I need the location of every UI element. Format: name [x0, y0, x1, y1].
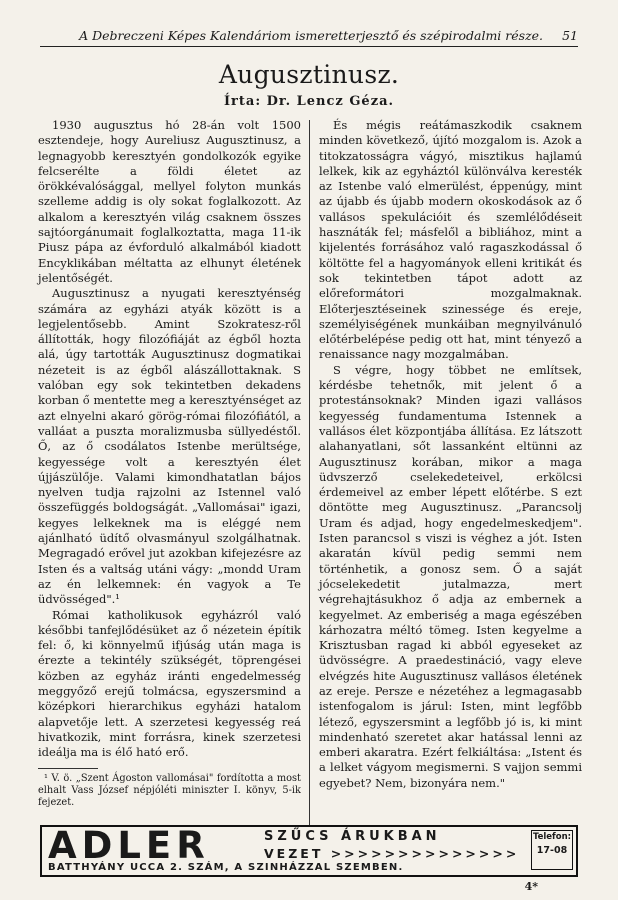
paragraph: Római katholikusok egyházról való későbbi tanfejlődésüket az ő nézetein építik fel: ő, ki könnyelmű ifjúság után maga is érezte a tekintély szükségét, töprengései közben az egyház iránti engedelmesség meggyőző erejű tolmácsa, egyszersmind a középkori hierarchikus egyházi hatalom alapvetője lett. A szerzetesi kegyesség reá hivatkozik, mint forrásra, kinek szerzetesi ideálja ma is élő ható erő. — [38, 607, 301, 760]
advertisement — [40, 825, 578, 877]
header-rule — [40, 46, 578, 47]
paragraph: És mégis reátámaszkodik csaknem minden következő, újító mozgalom is. Azok a titokzatosságra vágyó, misztikus hajlamú lelkek, kik az egyháztól különválva keresték az Istenbe való elmerülést, éppenúgy, mint az újabb és újabb modern okoskodások az ő vallásos spekulációit és szemlélődéseit hasznáták fel; másfelől a bibliához, mint a kijelentés forrásához való ragaszkodással ő költötte fel a hagyományok elleni kritikát és sok tekintetben tápot adott az előreformátori mozgalmaknak. Előterjesztéseinek szinessége és ereje, személyiségének munkáiban megnyilvánuló előtérbelépése pedig ott hat, mint tényező a renaissance nagy mozgalmában. — [319, 118, 582, 362]
right-column — [319, 118, 582, 791]
left-column — [38, 118, 301, 809]
ad-phone-label: Telefon: — [532, 832, 572, 842]
footnote: ¹ V. ö. „Szent Ágoston vallomásai" fordította a most elhalt Vass József népjóléti miniszter I. könyv, 5-ik fejezet. — [38, 773, 301, 809]
ad-phone-box — [531, 830, 573, 870]
paragraph: S végre, hogy többet ne említsek, kérdésbe tehetnők, mit jelent ő a protestánsoknak? Minden igazi vallásos kegyesség fundamentuma Istennek a vallásos élet központjába állítása. Ez látszott alahanyatlani, sőt lassanként eltünni az Augusztinusz korában, mikor a maga üdvszerző cselekedeteivel, erkölcsi érdemeivel az ember lépett előtérbe. S ezt döntötte meg Augusztinusz. „Parancsolj Uram és adjad, hogy engedelmeskedjem". Isten parancsol s viszi is véghez a jót. Isten akaratán kívül pedig semmi nem történhetik, a gonosz sem. Ő a saját jócselekedetit jutalmazza, mert végrehajtásukhoz ő adja az embernek a kegyelmet. Az emberiség a maga egészében kárhozatra méltó tömeg. Isten kegyelme a Krisztusban ragad ki abból egyeseket az üdvösségre. A praedestináció, vagy eleve elvégzés hite Augusztinusz vallásos életének az ereje. Persze e nézetéhez a legmagasabb istenfogalom is járul: Isten, mint legfőbb létező, egyszersmint a legfőbb jó is, ki mint mindenható szeretet akar hatással lenni az emberi akaratra. Ezért felkiáltása: „Istent és a lelket vágyom megismerni. S vajjon semmi egyebet? Nem, bizonyára nem." — [319, 362, 582, 790]
column-divider — [309, 120, 310, 825]
ad-line-2: VEZET >>>>>>>>>>>>>> — [264, 846, 520, 861]
ad-phone-number: 17-08 — [536, 845, 568, 856]
article-byline: Írta: Dr. Lencz Géza. — [223, 94, 395, 109]
article-title: Augusztinusz. — [218, 60, 400, 89]
footnote-rule — [38, 768, 98, 769]
ad-brand: ADLER — [48, 824, 210, 867]
running-header — [40, 28, 578, 43]
page-number: 51 — [562, 28, 578, 43]
paragraph: Augusztinusz a nyugati keresztyénség számára az egyházi atyák között is a legjelentősebb. Amint Szokratesz-ről állították, hogy filozófiáját az égből hozta alá, úgy tartották Augusztinusz dogmatikai nézeteit is az égből alászállottaknak. S valóban egy sok tekintetben dekadens korban ő mentette meg a keresztyénséget az azt elnyelni akaró görög-római filozófiától, a valláat a puszta moralizmusba süllyedéstől. Ő, az ő csodálatos Istenbe merültsége, kegyessége volt a keresztyén élet újjászülője. Valami kimondhatatlan bájos nyelven tudja rajzolni az Istennel való összefüggés boldogságát. „Vallomásai" igazi, kegyes lelkeknek ma is eléggé nem ajánlható üdítő olvasmányul szolgálhatnak. Megragadó erővel jut azokban kifejezésre az Isten és a valtság utáni vágy: „mondd Uram az én lelkemnek: én vagyok a Te üdvösséged".¹ — [38, 286, 301, 607]
ad-line-1: SZŰCS ÁRUKBAN — [264, 829, 441, 844]
ad-address: BATTHYÁNY UCCA 2. SZÁM, A SZINHÁZZAL SZEMBEN. — [48, 862, 404, 873]
running-title: A Debreczeni Képes Kalendáriom ismeretterjesztő és szépirodalmi része. — [79, 28, 544, 43]
paragraph: 1930 augusztus hó 28-án volt 1500 esztendeje, hogy Aureliusz Augusztinusz, a legnagyobb keresztyén gondolkozók egyike felcserélte a földi életet az örökkévalósággal, mellyel folyton munkás szelleme addig is oly sokat foglalkozott. Az alkalom a keresztyén világ csaknem összes sajtóorgánumait foglalkoztatta, maga 11-ik Piusz pápa az évforduló alkalmából kiadott Encyklikában méltatta az elhunyt életének jelentőségét. — [38, 118, 301, 285]
signature-mark: 4* — [524, 880, 538, 893]
